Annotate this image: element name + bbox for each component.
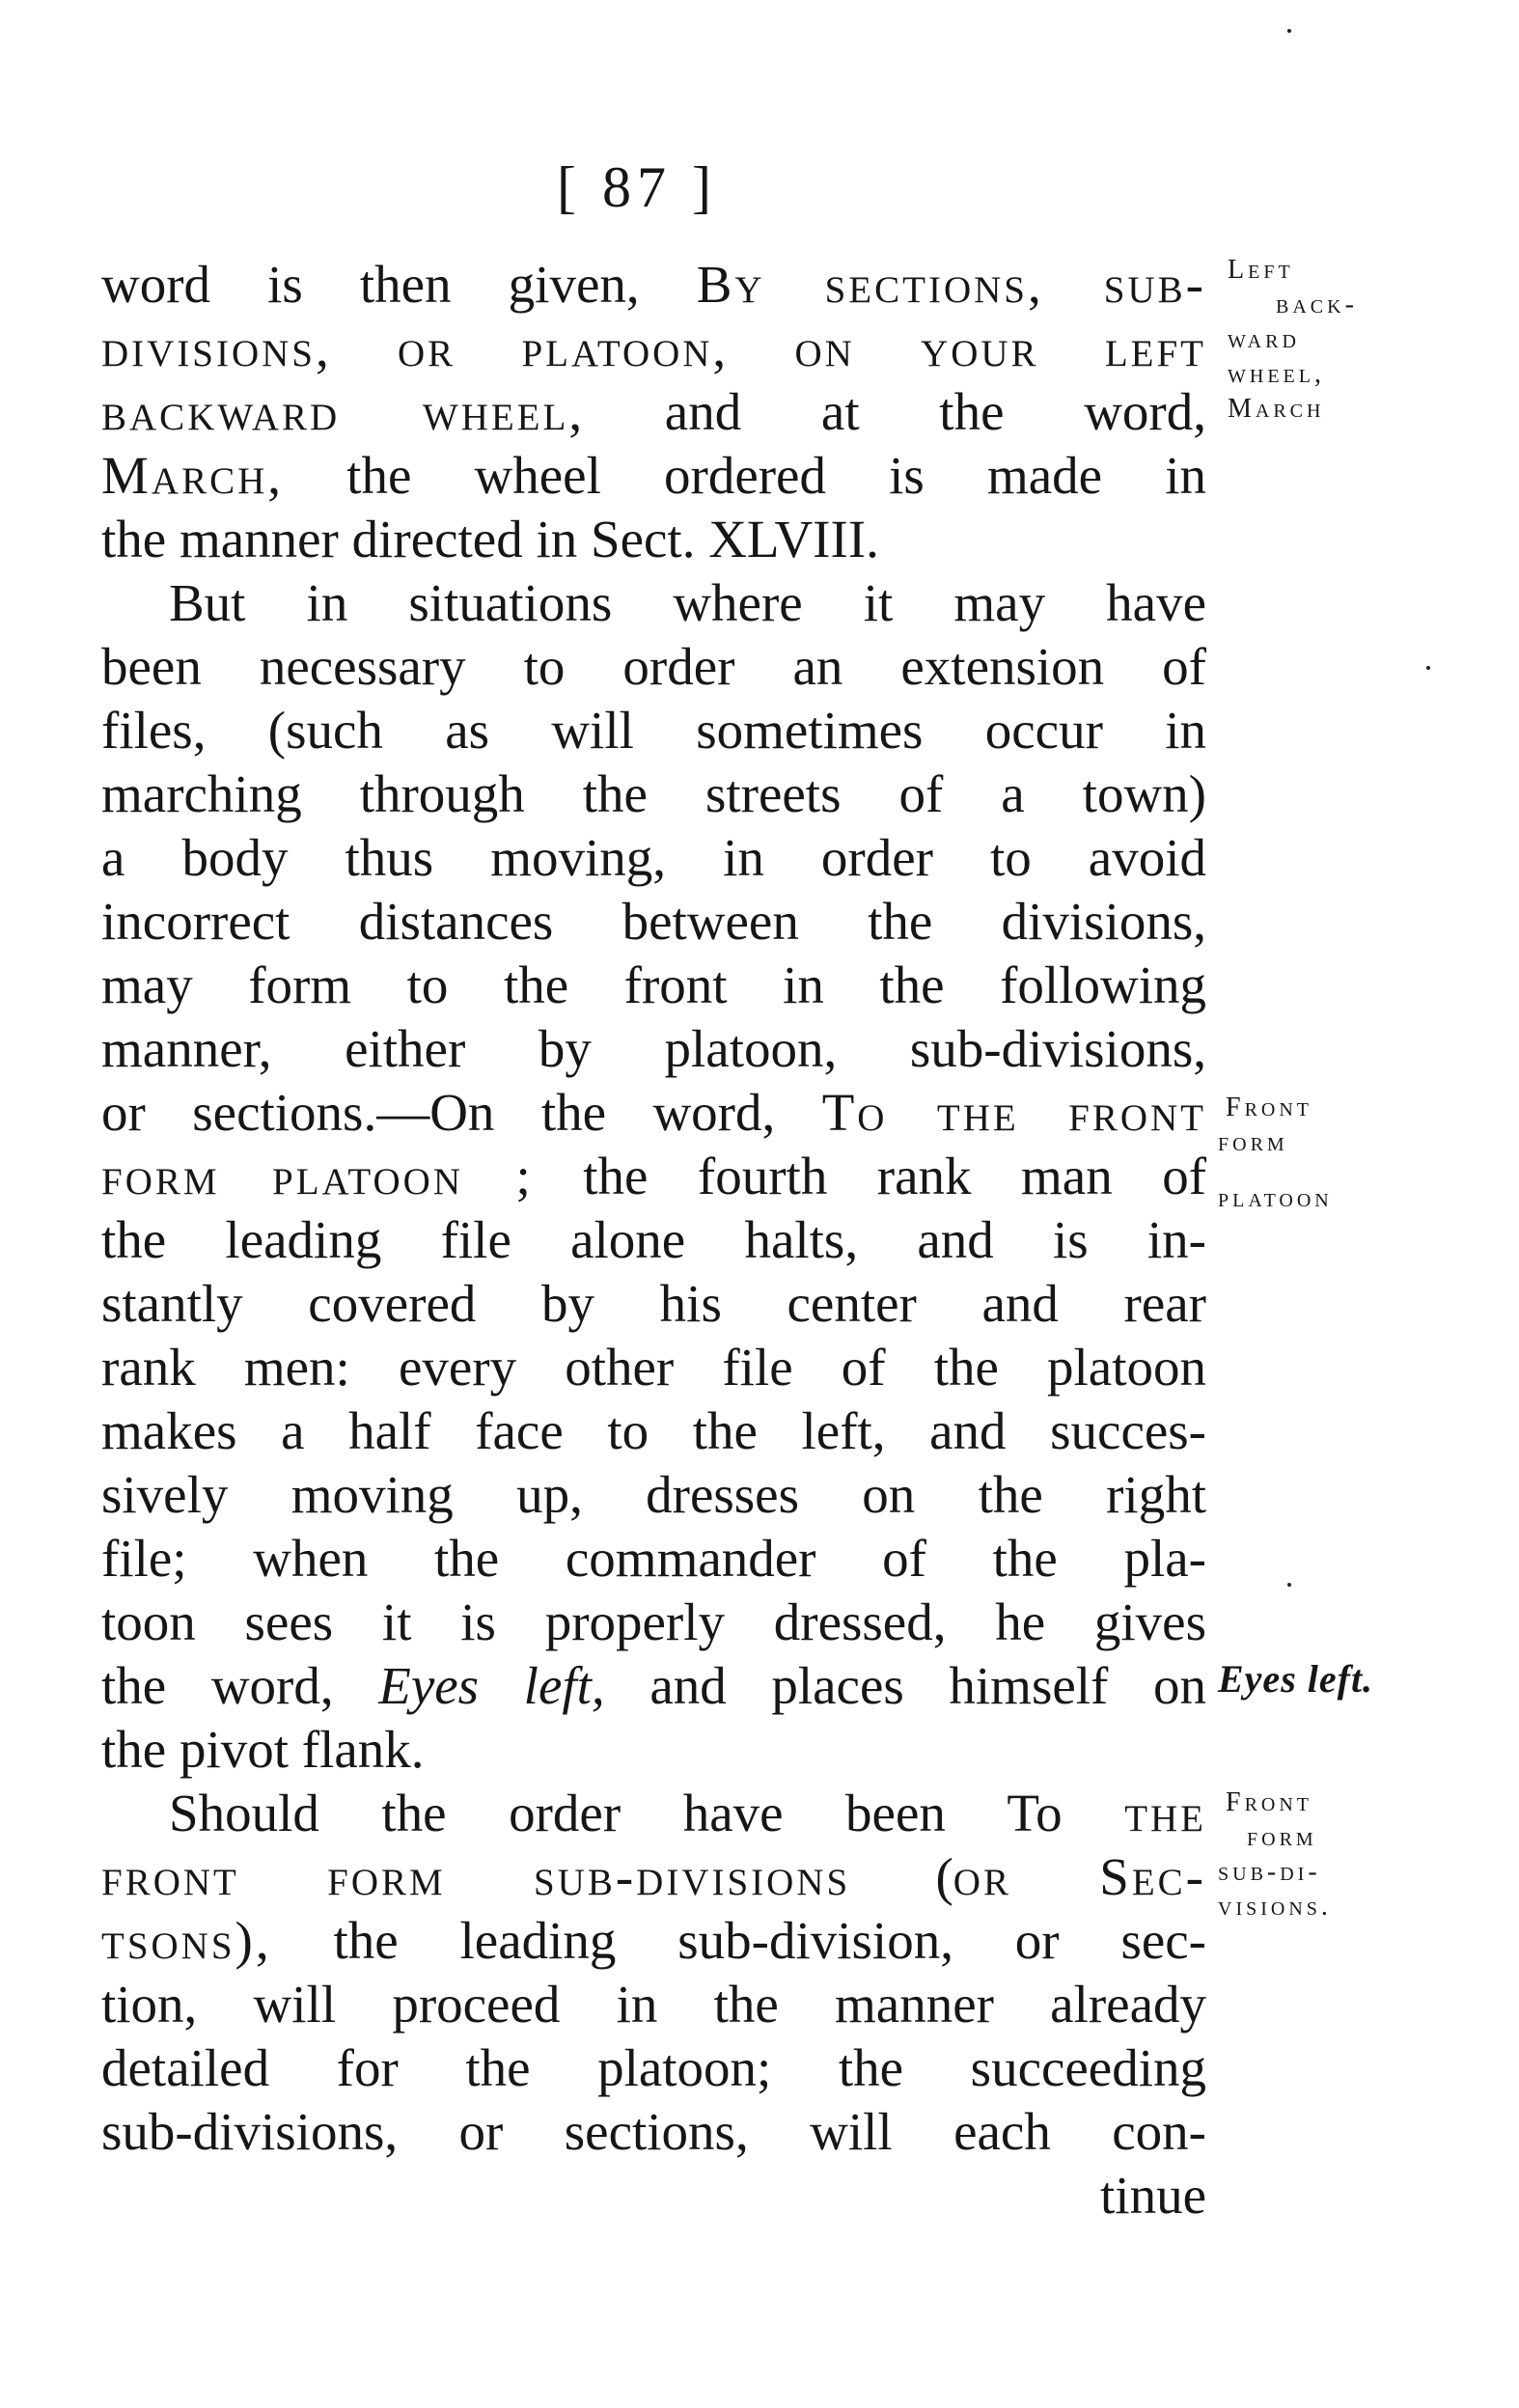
text-line: a body thus moving, in order to avoid [101,828,1206,887]
text-line: or sections.—On the word, To the front [101,1083,1206,1142]
text-line: toon sees it is properly dressed, he gives [101,1592,1206,1651]
text-line: files, (such as will sometimes occur in [101,701,1206,760]
margin-note-left-backward-wheel: Left back- ward wheel, March [1228,255,1358,424]
text-line: the leading file alone halts, and is in- [101,1210,1206,1269]
paper-speck [1287,29,1291,33]
text-line: But in situations where it may have [169,573,1206,632]
text-line: stantly covered by his center and rear [101,1274,1206,1333]
margin-note-front-form-platoon: Front form platoon [1218,1093,1333,1213]
page-number: [ 87 ] [557,155,717,219]
margin-note-front-form-sub-divisions: Front form sub-di- visions. [1218,1787,1332,1922]
text-line: marching through the streets of a town) [101,764,1206,823]
text-line: the pivot flank. [101,1720,425,1779]
text-line: sively moving up, dresses on the right [101,1465,1206,1524]
text-line: rank men: every other file of the platoon [101,1338,1206,1397]
text-line: sub-divisions, or sections, will each con- [101,2102,1206,2161]
text-line: tion, will proceed in the manner already [101,1975,1206,2034]
text-line: makes a half face to the left, and succes- [101,1401,1206,1460]
text-line: word is then given, By sections, sub- [101,255,1206,314]
text-line: tsons), the leading sub-division, or sec- [101,1911,1206,1970]
text-line: the word, Eyes left, and places himself on [101,1656,1206,1715]
body-text [101,253,1206,2228]
text-line: divisions, or platoon, on your left [101,318,1206,377]
text-line: manner, either by platoon, sub-divisions, [101,1019,1206,1078]
text-line: form platoon ; the fourth rank man of [101,1147,1207,1205]
text-line: been necessary to order an extension of [101,637,1206,696]
text-line: front form sub-divisions (or Sec- [101,1847,1206,1906]
paper-speck [1287,1583,1291,1587]
text-line: backward wheel, and at the word, [101,382,1206,441]
text-line: March, the wheel ordered is made in [101,446,1206,505]
margin-note-eyes-left: Eyes left. [1218,1657,1374,1701]
paper-speck [1426,666,1430,670]
text-line: incorrect distances between the divisions, [101,892,1206,951]
catchword: tinue [1100,2166,1206,2225]
text-line: may form to the front in the following [101,955,1206,1014]
text-line: Should the order have been To the [169,1784,1206,1842]
text-line: detailed for the platoon; the succeeding [101,2038,1206,2097]
text-line: the manner directed in Sect. XLVIII. [101,510,879,568]
text-line: file; when the commander of the pla- [101,1529,1206,1588]
